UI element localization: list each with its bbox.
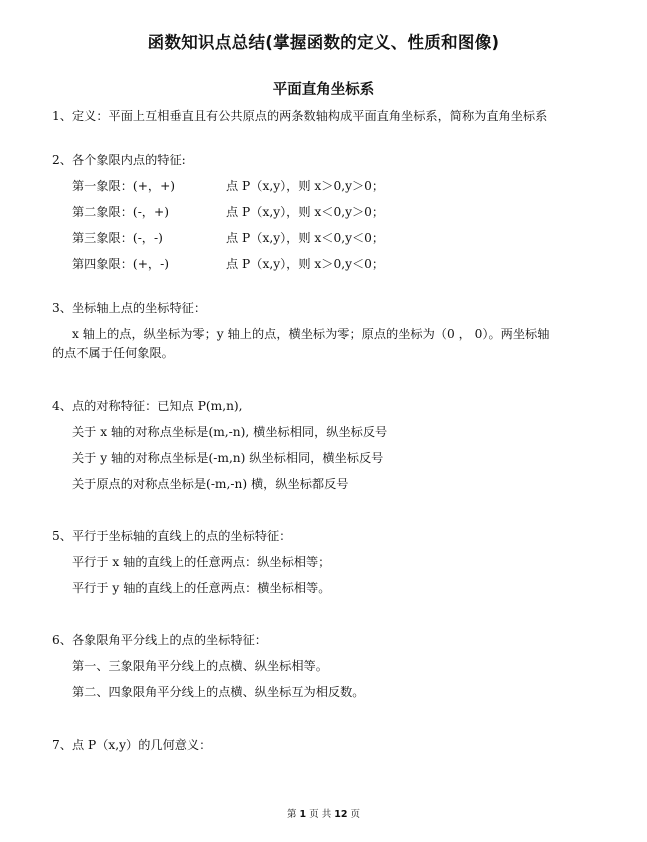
parallel-heading: 5、平行于坐标轴的直线上的点的坐标特征：	[52, 529, 292, 543]
quadrant-label: 第二象限：(-，+)	[72, 205, 169, 219]
axis-text-continued: 的点不属于任何象限。	[52, 346, 174, 360]
quadrant-label: 第一象限：(+，+)	[72, 179, 176, 193]
axis-text: x 轴上的点，纵坐标为零；y 轴上的点，横坐标为零；原点的坐标为（0 ， 0）。两坐标轴	[72, 327, 550, 341]
symmetry-line: 关于 y 轴的对称点坐标是(-m,n) 纵坐标相同，横坐标反号	[72, 451, 384, 465]
footer-total-pages: 12	[334, 809, 348, 820]
definition-text: 1、定义：平面上互相垂直且有公共原点的两条数轴构成平面直角坐标系，简称为直角坐标系	[52, 109, 548, 123]
quadrant-rule: 点 P（x,y），则 x＜0,y＞0；	[226, 205, 385, 219]
bisector-line: 第二、四象限角平分线上的点横、纵坐标互为相反数。	[72, 685, 365, 699]
axis-heading: 3、坐标轴上点的坐标特征：	[52, 301, 207, 315]
bisector-line: 第一、三象限角平分线上的点横、纵坐标相等。	[72, 659, 328, 673]
symmetry-heading: 4、点的对称特征：已知点 P(m,n),	[52, 399, 243, 413]
page-title: 函数知识点总结(掌握函数的定义、性质和图像)	[147, 33, 500, 52]
quadrant-rule: 点 P（x,y），则 x＞0,y＞0；	[226, 179, 385, 193]
bisector-heading: 6、各象限角平分线上的点的坐标特征：	[52, 633, 267, 647]
parallel-line: 平行于 y 轴的直线上的任意两点：横坐标相等。	[72, 581, 331, 595]
symmetry-line: 关于原点的对称点坐标是(-m,-n) 横，纵坐标都反号	[72, 477, 349, 491]
footer-page-number: 1	[299, 809, 307, 820]
quadrant-rule: 点 P（x,y），则 x＜0,y＜0；	[226, 231, 385, 245]
section-title: 平面直角坐标系	[272, 82, 375, 98]
quadrant-label: 第四象限：(+，-)	[72, 257, 169, 271]
quadrant-rule: 点 P（x,y），则 x＞0,y＜0；	[226, 257, 385, 271]
quadrant-label: 第三象限：(-，-)	[72, 231, 163, 245]
quadrant-row	[72, 230, 385, 246]
symmetry-line: 关于 x 轴的对称点坐标是(m,-n), 横坐标相同，纵坐标反号	[72, 425, 388, 439]
quadrant-heading: 2、各个象限内点的特征:	[52, 153, 186, 167]
page-footer	[0, 806, 647, 820]
parallel-line: 平行于 x 轴的直线上的任意两点：纵坐标相等；	[72, 555, 331, 569]
quadrant-row	[72, 256, 385, 272]
footer-suffix: 页	[350, 809, 361, 820]
quadrant-row	[72, 178, 385, 194]
footer-prefix: 第	[286, 809, 297, 820]
quadrant-row	[72, 204, 385, 220]
geometry-heading: 7、点 P（x,y）的几何意义：	[52, 738, 212, 752]
footer-middle: 页 共	[309, 809, 332, 820]
